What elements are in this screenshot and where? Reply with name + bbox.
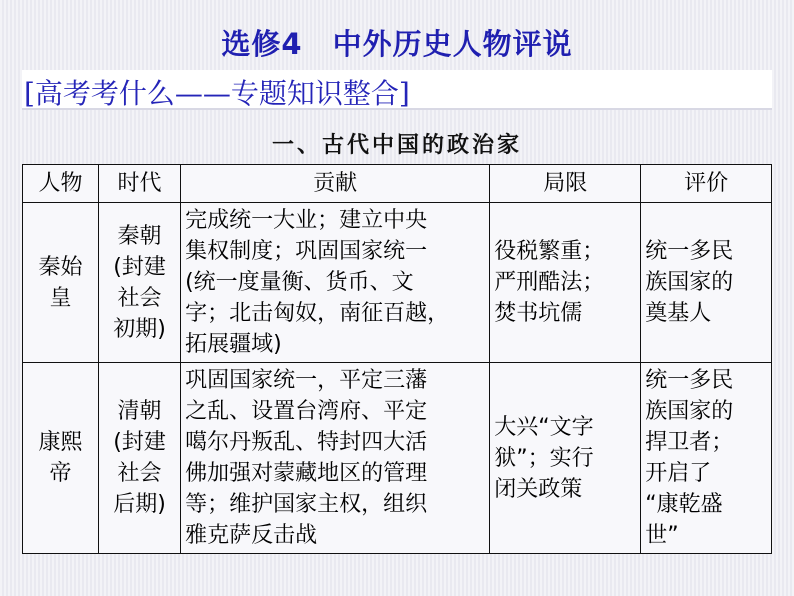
table-row [23, 203, 772, 363]
cell-contribution: 巩固国家统一，平定三藩 之乱、设置台湾府、平定 噶尔丹叛乱、特封四大活 佛加强对蒙藏地区的管理 等；维护国家主权，组织 雅克萨反击战 [181, 363, 490, 554]
page-title: 选修4 中外历史人物评说 [221, 27, 573, 61]
cell-person: 秦始 皇 [23, 203, 99, 363]
table-header-row [23, 165, 772, 203]
cell-contribution: 完成统一大业；建立中央 集权制度；巩固国家统一 (统一度量衡、货币、文 字；北击匈奴，南征百越， 拓展疆域) [181, 203, 490, 363]
statesmen-table [22, 164, 772, 554]
cell-person: 康熙 帝 [23, 363, 99, 554]
cell-evaluation: 统一多民 族国家的 捍卫者； 开启了 “康乾盛 世” [641, 363, 772, 554]
header-era: 时代 [99, 165, 181, 203]
header-limitation: 局限 [490, 165, 641, 203]
section-label: [高考考什么——专题知识整合] [24, 77, 410, 110]
cell-limitation: 役税繁重； 严刑酷法； 焚书坑儒 [490, 203, 641, 363]
header-evaluation: 评价 [641, 165, 772, 203]
table-subtitle: 一、古代中国的政治家 [271, 132, 522, 158]
cell-limitation: 大兴“文字 狱”；实行 闭关政策 [490, 363, 641, 554]
cell-evaluation: 统一多民 族国家的 奠基人 [641, 203, 772, 363]
header-contribution: 贡献 [181, 165, 490, 203]
cell-era: 秦朝 (封建 社会 初期) [99, 203, 181, 363]
cell-era: 清朝 (封建 社会 后期) [99, 363, 181, 554]
header-person: 人物 [23, 165, 99, 203]
section-header [22, 70, 772, 110]
table-row [23, 363, 772, 554]
